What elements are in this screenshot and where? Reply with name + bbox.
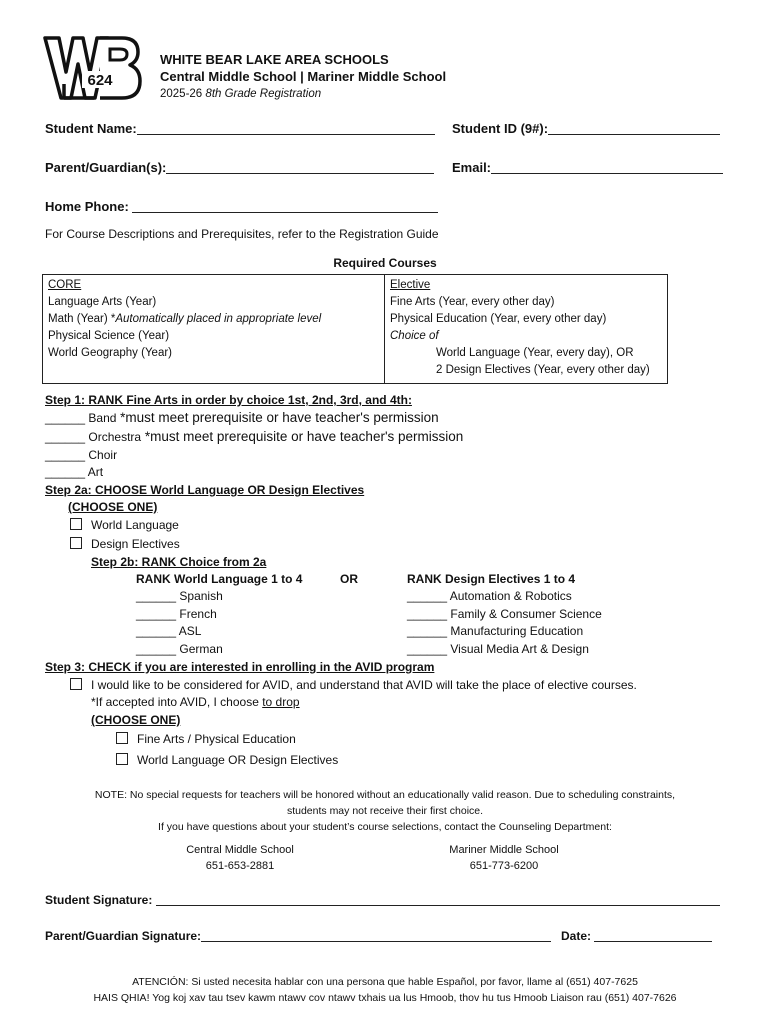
student-name-label: Student Name:: [45, 121, 137, 136]
prerequisite-note: *must meet prerequisite or have teacher's permission: [116, 410, 439, 425]
core-header: CORE: [48, 279, 82, 291]
rank-asl[interactable]: [136, 624, 201, 638]
step3-title: Step 3: CHECK if you are interested in enrolling in the AVID program: [45, 660, 435, 674]
language-name: French: [179, 607, 217, 621]
world-language-option[interactable]: [70, 518, 179, 532]
choice-of-label: Choice of: [390, 330, 439, 342]
form-subtitle: [160, 88, 321, 100]
design-elective-name: Family & Consumer Science: [450, 607, 602, 621]
drop-wl-de-option[interactable]: [116, 753, 338, 767]
rank-french[interactable]: [136, 607, 217, 621]
world-language-checkbox[interactable]: [70, 518, 82, 530]
rank-blank[interactable]: ______: [136, 589, 177, 603]
language-name: German: [179, 642, 223, 656]
student-signature-line[interactable]: [156, 905, 720, 906]
rank-blank[interactable]: ______: [45, 448, 86, 462]
rank-blank[interactable]: ______: [45, 430, 86, 444]
rank-band[interactable]: [45, 410, 439, 425]
district-logo: [42, 34, 142, 104]
avid-checkbox[interactable]: [70, 678, 82, 690]
contact-central-phone: 651-653-2881: [205, 860, 275, 872]
student-signature-label: Student Signature:: [45, 893, 153, 907]
parent-field[interactable]: [45, 160, 434, 175]
logo-number: 624: [87, 72, 113, 89]
date-line[interactable]: [594, 941, 712, 942]
note-line-2: students may not receive their first choice.: [286, 805, 484, 817]
language-name: Spanish: [179, 589, 223, 603]
wl-rank-header: RANK World Language 1 to 4: [136, 572, 303, 586]
date-field[interactable]: [561, 929, 712, 943]
rank-choir[interactable]: [45, 448, 117, 462]
home-phone-label: Home Phone:: [45, 199, 129, 214]
drop-wl-de-checkbox[interactable]: [116, 753, 128, 765]
contact-mariner-phone: 651-773-6200: [469, 860, 539, 872]
elective-item: Fine Arts (Year, every other day): [390, 296, 555, 308]
rank-blank[interactable]: ______: [407, 607, 448, 621]
rank-blank[interactable]: ______: [45, 411, 86, 425]
fine-arts-name: Art: [87, 465, 104, 479]
design-electives-label: Design Electives: [91, 537, 180, 551]
rank-german[interactable]: [136, 642, 223, 656]
note-line-3: If you have questions about your student’s course selections, contact the Counseling Department:: [158, 821, 612, 833]
rank-blank[interactable]: ______: [136, 624, 177, 638]
email-label: Email:: [452, 160, 492, 175]
drop-fine-arts-label: Fine Arts / Physical Education: [137, 732, 296, 746]
rank-orchestra[interactable]: [45, 429, 463, 444]
step2a-title: Step 2a: CHOOSE World Language OR Design Electives: [45, 483, 365, 497]
step1-title: Step 1: RANK Fine Arts in order by choice 1st, 2nd, 3rd, and 4th:: [45, 393, 412, 407]
student-signature-field[interactable]: [45, 893, 720, 907]
rank-family-consumer[interactable]: [407, 607, 602, 621]
rank-blank[interactable]: ______: [45, 465, 86, 479]
form-title: 8th Grade Registration: [205, 88, 322, 100]
de-rank-header: RANK Design Electives 1 to 4: [407, 572, 576, 586]
student-id-field[interactable]: [452, 121, 720, 136]
fine-arts-name: Choir: [88, 448, 118, 462]
elective-header: Elective: [390, 279, 431, 291]
email-field[interactable]: [452, 160, 723, 175]
design-electives-checkbox[interactable]: [70, 537, 82, 549]
email-line[interactable]: [491, 173, 723, 174]
home-phone-line[interactable]: [132, 212, 438, 213]
parent-signature-label: Parent/Guardian Signature:: [45, 929, 202, 943]
parent-line[interactable]: [166, 173, 434, 174]
elective-item: Physical Education (Year, every other day): [390, 313, 607, 325]
design-elective-name: Automation & Robotics: [449, 589, 572, 603]
contact-mariner-name: Mariner Middle School: [449, 844, 559, 856]
rank-spanish[interactable]: [136, 589, 223, 603]
guide-note: For Course Descriptions and Prerequisites, refer to the Registration Guide: [45, 227, 439, 241]
drop-fine-arts-checkbox[interactable]: [116, 732, 128, 744]
step3-choose-one: (CHOOSE ONE): [91, 713, 181, 727]
parent-label: Parent/Guardian(s):: [45, 160, 167, 175]
avid-drop-note: [91, 695, 300, 709]
footer-spanish: ATENCIÓN: Si usted necesita hablar con una persona que hable Español, por favor, llame al (651) 407-7625: [132, 976, 638, 988]
student-id-label: Student ID (9#):: [452, 121, 549, 136]
date-label: Date:: [561, 929, 592, 943]
core-item: World Geography (Year): [48, 347, 173, 359]
world-language-label: World Language: [91, 518, 179, 532]
rank-blank[interactable]: ______: [407, 624, 448, 638]
rank-manufacturing[interactable]: [407, 624, 583, 638]
rank-blank[interactable]: ______: [136, 642, 177, 656]
or-label: OR: [340, 572, 358, 586]
math-note: Automatically placed in appropriate level: [115, 313, 322, 325]
core-column: [43, 275, 385, 384]
language-name: ASL: [178, 624, 202, 638]
fine-arts-name: Orchestra: [88, 430, 142, 444]
design-elective-name: Manufacturing Education: [450, 624, 584, 638]
parent-signature-line[interactable]: [201, 941, 551, 942]
choice-item: World Language (Year, every day), OR: [436, 347, 634, 359]
step2a-choose-one: (CHOOSE ONE): [68, 500, 158, 514]
required-courses-title: Required Courses: [333, 256, 437, 270]
core-item-math-label: Math (Year) *: [48, 313, 116, 325]
rank-automation[interactable]: [407, 589, 572, 603]
avid-consider-label: I would like to be considered for AVID, and understand that AVID will take the place of elective courses.: [91, 678, 637, 692]
note-line-1: NOTE: No special requests for teachers will be honored without an educationally valid reason. Due to scheduling constraints,: [94, 789, 676, 801]
student-id-line[interactable]: [548, 134, 720, 135]
elective-column: [385, 275, 668, 384]
avid-if-accepted: *If accepted into AVID, I choose: [91, 695, 263, 709]
district-name: WHITE BEAR LAKE AREA SCHOOLS: [160, 52, 389, 67]
home-phone-field[interactable]: [45, 199, 438, 214]
school-names: Central Middle School | Mariner Middle School: [160, 69, 447, 84]
student-name-field[interactable]: [45, 121, 435, 136]
choice-item: 2 Design Electives (Year, every other day): [436, 364, 650, 376]
drop-fine-arts-option[interactable]: [116, 732, 296, 746]
core-item: Physical Science (Year): [48, 330, 170, 342]
avid-consider-option[interactable]: [70, 678, 637, 692]
parent-signature-field[interactable]: [45, 929, 551, 943]
required-courses-table: [42, 274, 668, 384]
rank-visual-media[interactable]: [407, 642, 589, 656]
drop-wl-de-label: World Language OR Design Electives: [137, 753, 339, 767]
avid-to-drop: to drop: [262, 695, 300, 709]
rank-blank[interactable]: ______: [407, 642, 448, 656]
rank-art[interactable]: [45, 465, 103, 479]
student-name-line[interactable]: [137, 134, 435, 135]
rank-blank[interactable]: ______: [136, 607, 177, 621]
prerequisite-note: *must meet prerequisite or have teacher's permission: [141, 429, 464, 444]
step2b-title: Step 2b: RANK Choice from 2a: [91, 555, 267, 569]
core-item: Language Arts (Year): [48, 296, 157, 308]
design-electives-option[interactable]: [70, 537, 180, 551]
core-item-math: [48, 311, 379, 328]
design-elective-name: Visual Media Art & Design: [450, 642, 589, 656]
rank-blank[interactable]: ______: [407, 589, 448, 603]
footer-hmong: HAIS QHIA! Yog koj xav tau tsev kawm ntawv cov ntawv txhais ua lus Hmoob, thov hu tus Hmoob Liaison rau (651) 407-7626: [93, 992, 677, 1004]
school-year: 2025-26: [160, 88, 203, 100]
fine-arts-name: Band: [88, 411, 117, 425]
contact-central-name: Central Middle School: [186, 844, 294, 856]
